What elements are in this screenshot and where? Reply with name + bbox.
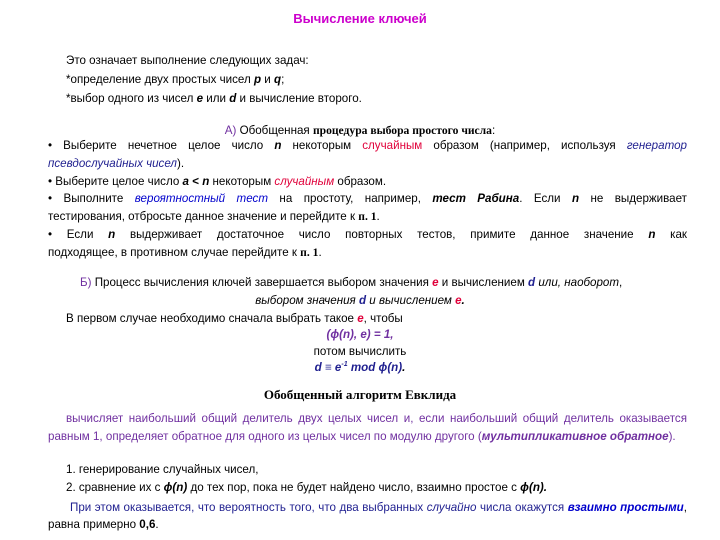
text: При этом оказывается, что вероятность того, что два выбранных: [70, 501, 427, 514]
text: ;: [281, 73, 285, 86]
text: :: [491, 124, 496, 137]
text: Процесс вычисления ключей завершается выбором значения: [91, 276, 433, 289]
text: .: [318, 246, 322, 259]
text: .: [376, 210, 380, 223]
var-p: p: [253, 73, 262, 86]
intro-line-1: Это означает выполнение следующих задач:: [66, 54, 309, 67]
text: или, наоборот: [535, 276, 620, 289]
then-compute: потом вычислить: [313, 345, 407, 358]
var-d: d: [229, 92, 237, 105]
value-probability: 0,6: [139, 518, 156, 531]
text: , равна примерно: [48, 501, 687, 531]
intro-line-3: [66, 92, 362, 106]
euclid-step-1: 1. генерирование случайных чисел,: [66, 463, 259, 476]
section-b-label: Б): [80, 276, 92, 289]
text: выбором значения: [255, 294, 359, 307]
text: числа окажутся: [476, 501, 568, 514]
text: В первом случае необходимо сначала выбрать такое: [66, 312, 358, 325]
var-e: e: [196, 92, 204, 105]
phi-n: ϕ(n).: [520, 481, 547, 494]
var-q: q: [273, 73, 282, 86]
bullet-1-line-2: псевдослучайных чисел).: [48, 157, 185, 170]
euclid-heading: Обобщенный алгоритм Евклида: [263, 387, 457, 402]
text: . Если: [519, 192, 572, 205]
text: и вычислением: [438, 276, 529, 289]
text: *выбор одного из чисел: [66, 92, 197, 105]
bullet-2: [48, 175, 386, 189]
term-probabilistic-test: вероятностный тест: [134, 192, 268, 205]
var-n: n: [571, 192, 580, 205]
text: • Выберите целое число: [48, 175, 183, 188]
text: .: [155, 518, 159, 531]
text: .: [402, 361, 406, 374]
text: и: [261, 73, 274, 86]
var-d: d: [528, 276, 536, 289]
var-n: n: [648, 228, 656, 241]
bullet-1-line-1: [48, 139, 687, 153]
text: ).: [176, 157, 185, 170]
term-random: случайным: [274, 175, 335, 188]
text: mod ϕ(n): [347, 361, 403, 374]
var-e: e: [455, 294, 462, 307]
intro-line-2: [66, 73, 284, 87]
formula-d: [0, 361, 720, 375]
text: Обобщенная: [236, 124, 313, 137]
bullet-3-line-1: • Выполните вероятностный тест на простоту, например, тест Рабина. Если n не выдерживает: [48, 192, 687, 205]
text: и вычисление второго.: [236, 92, 362, 105]
euclid-step-2: [66, 481, 547, 495]
term-random: случайным: [362, 139, 423, 152]
bullet-4-line-1: • Если n выдерживает достаточное число повторных тестов, примите данное значение n как: [48, 228, 687, 241]
section-a-label: А): [224, 124, 237, 137]
term-coprime: взаимно простыми: [567, 501, 684, 514]
var-e: e: [432, 276, 439, 289]
euclid-paragraph-2: [48, 499, 687, 535]
text: выдерживает достаточное число повторных тестов, примите данное значение: [115, 228, 649, 241]
text: .: [461, 294, 465, 307]
bullet-4-line-2: подходящее, в противном случае перейдите к п. 1.: [48, 246, 322, 259]
text: ).: [668, 429, 676, 443]
text: ,: [619, 276, 623, 289]
var-n: n: [108, 228, 116, 241]
text: • Если: [48, 228, 109, 241]
ref-step-1: п. 1: [300, 246, 319, 259]
ref-step-1: п. 1: [358, 210, 377, 223]
text: или: [203, 92, 230, 105]
text: • Выполните: [48, 192, 135, 205]
text: на простоту, например,: [268, 192, 433, 205]
bullet-3-line-2: тестирования, отбросьте данное значение и перейдите к п. 1.: [48, 210, 380, 223]
text: d ≡ e: [314, 361, 342, 374]
text: *определение двух простых чисел: [66, 73, 254, 86]
formula-gcd: (ϕ(n), e) = 1,: [326, 328, 394, 341]
section-a-heading: [0, 124, 720, 138]
phi-n: ϕ(n): [163, 481, 188, 494]
text: до тех пор, пока не будет найдено число, взаимно простое с: [187, 481, 521, 494]
var-e: e: [357, 312, 364, 325]
term-multiplicative-inverse: мультипликативное обратное: [481, 429, 669, 443]
procedure-title: процедура выбора простого числа: [312, 124, 492, 137]
text: некоторым: [281, 139, 363, 152]
var-a: a: [182, 175, 189, 188]
term-randomly: случайно: [426, 501, 477, 514]
var-n: n: [274, 139, 282, 152]
term-rabin-test: тест Рабина: [432, 192, 520, 205]
text: образом (например, используя: [422, 139, 627, 152]
text: <: [189, 175, 203, 188]
page-title: Вычисление ключей: [293, 11, 427, 26]
text: образом.: [334, 175, 387, 188]
term-generator: генератор: [626, 139, 687, 152]
text: • Выберите нечетное целое число: [48, 139, 275, 152]
text: и вычислением: [366, 294, 456, 307]
euclid-paragraph-1: [48, 410, 687, 463]
text: вычисляет наибольший общий делитель двух целых чисел и, если наибольший общий делитель оказывается равным 1, определяет обратное для одного из целых чисел по модулю другого (: [48, 412, 687, 443]
text: -1: [341, 361, 348, 369]
var-n: n: [202, 175, 210, 188]
text: некоторым: [209, 175, 275, 188]
var-d: d: [358, 294, 367, 307]
text: , чтобы: [363, 312, 403, 325]
section-b-line-2: [0, 294, 720, 308]
section-b-line-1: [80, 276, 622, 290]
text: 2. сравнение их с: [66, 481, 164, 494]
section-b-line-3: [66, 312, 403, 326]
